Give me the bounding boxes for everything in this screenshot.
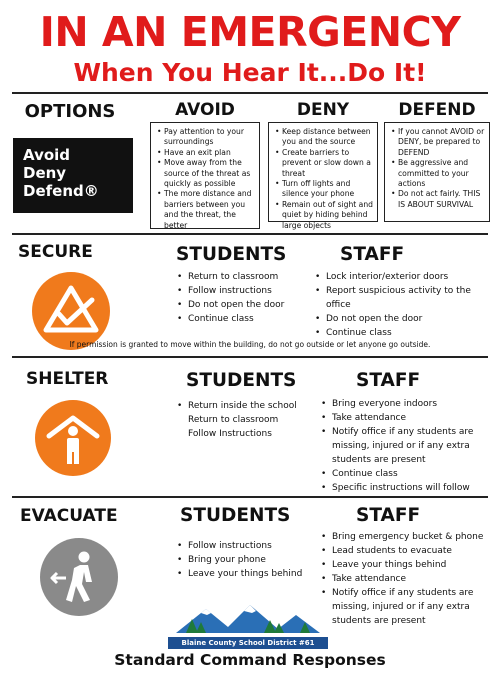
deny-heading: DENY — [296, 100, 350, 120]
secure-staff-item: • Report suspicious activity to the office — [314, 284, 496, 312]
deny-item: • Create barriers to prevent or slow down a threat — [275, 148, 373, 179]
secure-student-item: • Continue class — [176, 312, 316, 326]
avoid-deny-defend-logo — [13, 138, 133, 213]
shelter-students-list — [176, 399, 316, 441]
evacuate-staff-item: • Leave your things behind — [320, 558, 496, 572]
evacuate-staff-item-cont: students are present — [332, 616, 426, 626]
shelter-person-roof-icon — [35, 400, 111, 476]
shelter-students-heading: STUDENTS — [186, 370, 297, 391]
secure-note: If permission is granted to move within the building, do not go outside or let anyone go outside. — [69, 340, 431, 349]
avoid-heading: AVOID — [175, 100, 235, 120]
secure-student-item: • Do not open the door — [176, 298, 316, 312]
defend-heading: DEFEND — [398, 100, 476, 120]
avoid-box — [150, 122, 260, 229]
secure-students-list — [176, 270, 316, 326]
district-logo — [168, 603, 328, 647]
defend-item: • Do not act fairly. THIS IS ABOUT SURVIVAL — [391, 189, 485, 210]
shelter-staff-list — [320, 397, 496, 495]
evacuate-students-list — [176, 539, 326, 581]
evacuate-staff-item: • Take attendance — [320, 572, 496, 586]
deny-item: • Turn off lights and silence your phone — [275, 179, 373, 200]
shelter-title: SHELTER — [26, 369, 109, 389]
deny-item: • Remain out of sight and quiet by hiding behind large objects — [275, 200, 373, 231]
evacuate-walking-person-icon — [40, 538, 118, 616]
secure-staff-heading: STAFF — [340, 244, 405, 265]
evacuate-staff-item-cont: missing, injured or if any extra — [332, 602, 470, 612]
evacuate-staff-item: • Notify office if any students are — [320, 586, 496, 600]
evacuate-students-heading: STUDENTS — [180, 505, 291, 526]
secure-title: SECURE — [18, 242, 93, 262]
evacuate-staff-heading: STAFF — [356, 505, 421, 526]
deny-item: • Keep distance between you and the source — [275, 127, 373, 148]
shelter-staff-item: • Bring everyone indoors — [320, 397, 496, 411]
logo-line-avoid: Avoid — [23, 146, 71, 164]
secure-triangle-check-icon — [32, 272, 110, 350]
evacuate-title: EVACUATE — [20, 506, 118, 526]
secure-student-item: • Follow instructions — [176, 284, 316, 298]
shelter-student-item: Follow Instructions — [188, 429, 272, 439]
secure-staff-item: • Lock interior/exterior doors — [314, 270, 496, 284]
options-label: OPTIONS — [24, 101, 116, 122]
evacuate-icon — [40, 538, 118, 616]
secure-icon — [32, 272, 110, 350]
mountain-trees-icon — [168, 603, 328, 633]
avoid-item: • The more distance and barriers between you and the threat, the better — [157, 189, 255, 231]
secure-staff-item: • Continue class — [314, 326, 496, 340]
evacuate-staff-item: • Lead students to evacuate — [320, 544, 496, 558]
shelter-staff-item: • Notify office if any students are — [320, 425, 496, 439]
header-divider — [12, 92, 488, 94]
shelter-staff-item: • Continue class — [320, 467, 496, 481]
logo-line-deny: Deny — [23, 164, 67, 182]
page-title: IN AN EMERGENCY — [39, 8, 461, 56]
footer-title: Standard Command Responses — [114, 651, 386, 669]
shelter-icon — [35, 400, 111, 476]
secure-divider — [12, 356, 488, 358]
avoid-item: • Move away from the source of the threat as quickly as possible — [157, 158, 255, 189]
avoid-item: • Have an exit plan — [157, 148, 255, 158]
shelter-staff-heading: STAFF — [356, 370, 421, 391]
defend-item: • If you cannot AVOID or DENY, be prepared to DEFEND — [391, 127, 485, 158]
secure-students-heading: STUDENTS — [176, 244, 287, 265]
shelter-student-item: • Return inside the school — [176, 399, 316, 413]
options-divider — [12, 233, 488, 235]
logo-line-defend: Defend® — [23, 182, 99, 200]
shelter-divider — [12, 496, 488, 498]
evacuate-student-item: • Leave your things behind — [176, 567, 326, 581]
evacuate-staff-item: • Bring emergency bucket & phone — [320, 530, 496, 544]
defend-box — [384, 122, 490, 222]
deny-box — [268, 122, 378, 230]
evacuate-student-item: • Bring your phone — [176, 553, 326, 567]
evacuate-staff-list — [320, 530, 496, 628]
page-subtitle: When You Hear It...Do It! — [73, 58, 427, 87]
district-name: Blaine County School District #61 — [168, 637, 328, 649]
shelter-staff-item: • Specific instructions will follow — [320, 481, 496, 495]
shelter-staff-item-cont: missing, injured or if any extra — [332, 441, 470, 451]
evacuate-student-item: • Follow instructions — [176, 539, 326, 553]
secure-student-item: • Return to classroom — [176, 270, 316, 284]
shelter-student-item: Return to classroom — [188, 415, 279, 425]
avoid-item: • Pay attention to your surroundings — [157, 127, 255, 148]
shelter-staff-item: • Take attendance — [320, 411, 496, 425]
secure-staff-list — [314, 270, 496, 340]
defend-item: • Be aggressive and committed to your actions — [391, 158, 485, 189]
shelter-staff-item-cont: students are present — [332, 455, 426, 465]
secure-staff-item: • Do not open the door — [314, 312, 496, 326]
